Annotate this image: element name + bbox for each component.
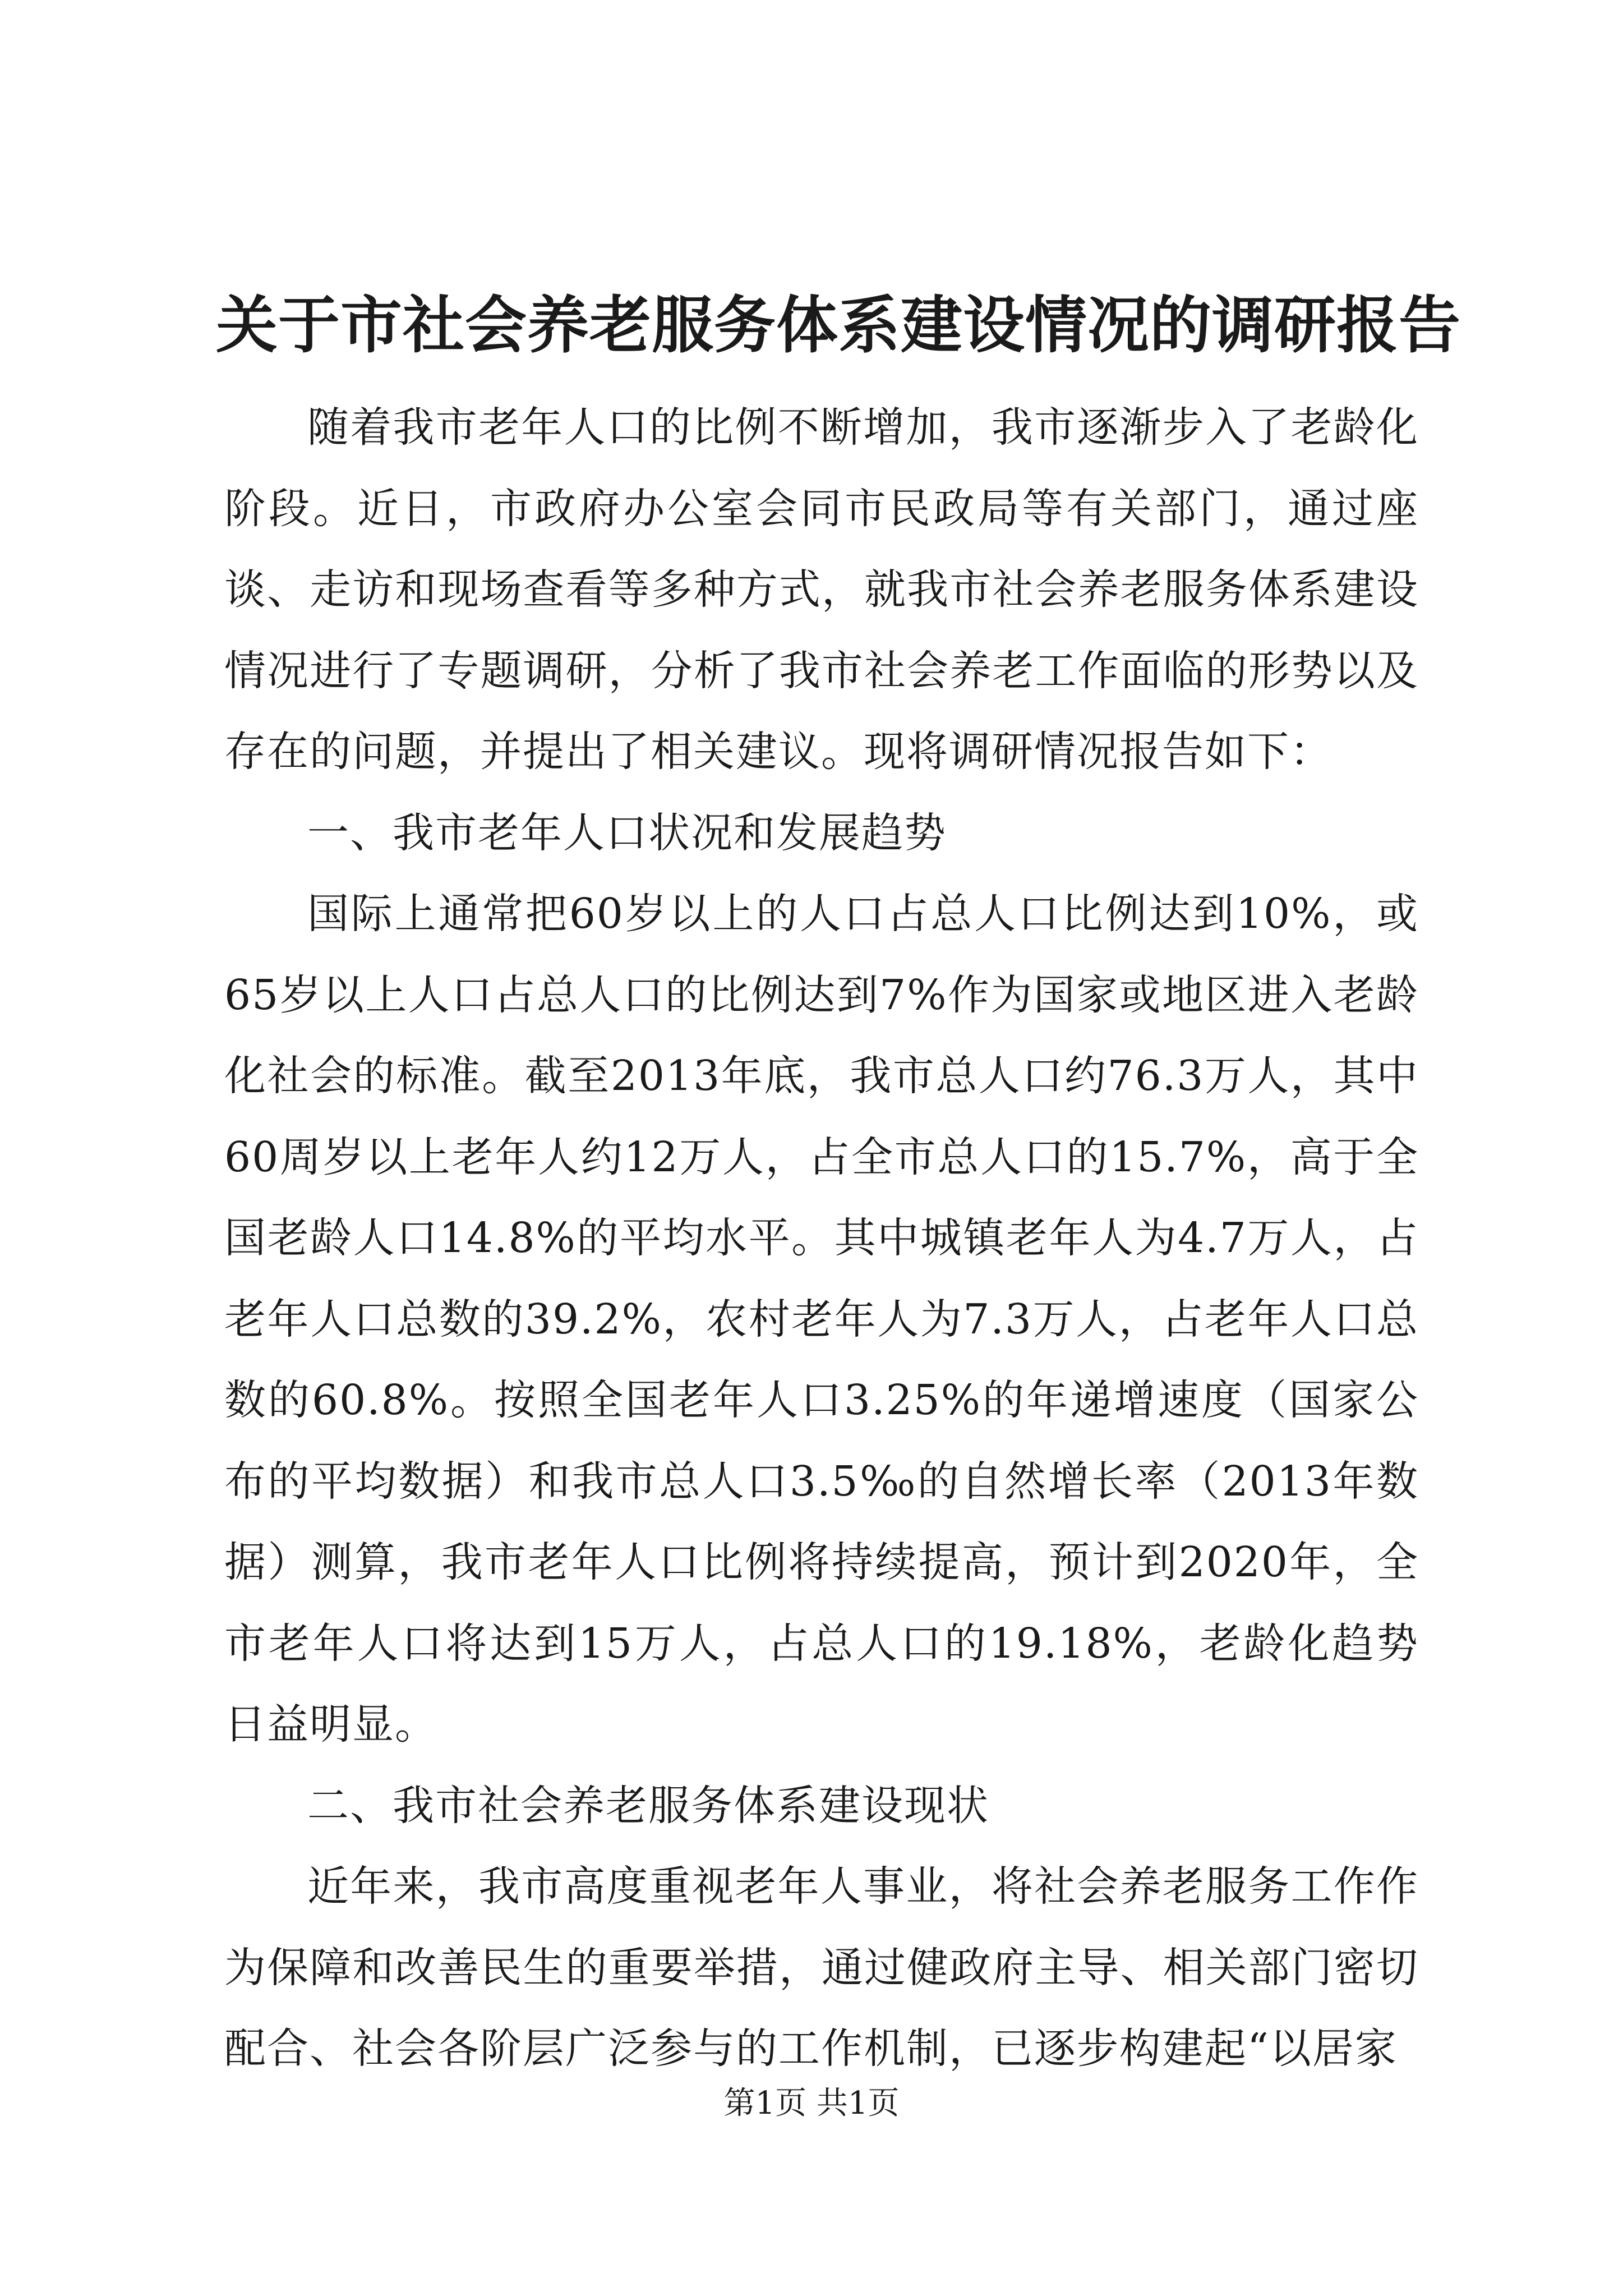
population-paragraph: 国际上通常把60岁以上的人口占总人口比例达到10%，或65岁以上人口占总人口的比例达到7%作为国家或地区进入老龄化社会的标准。截至2013年底，我市总人口约76.3万人，其中60周岁以上老年人约12万人，占全市总人口的15.7%，高于全国老龄人口14.8%的平均水平。其中城镇老年人为4.7万人，占老年人口总数的39.2%，农村老年人为7.3万人，占老年人口总数的60.8%。按照全国老年人口3.25%的年递增速度（国家公布的平均数据）和我市总人口3.5‰的自然增长率（2013年数据）测算，我市老年人口比例将持续提高，预计到2020年，全市老年人口将达到15万人，占总人口的19.18%，老龄化趋势日益明显。 — [224, 890, 1419, 1749]
intro-paragraph: 随着我市老年人口的比例不断增加，我市逐渐步入了老龄化阶段。近日，市政府办公室会同市民政局等有关部门，通过座谈、走访和现场查看等多种方式，就我市社会养老服务体系建设情况进行了专题调研，分析了我市社会养老工作面临的形势以及存在的问题，并提出了相关建议。现将调研情况报告如下： — [224, 403, 1419, 776]
document-body — [224, 387, 1419, 2090]
section-heading-2: 二、我市社会养老服务体系建设现状 — [307, 1781, 989, 1830]
page-footer: 第1页 共1页 — [723, 2085, 900, 2122]
section-heading-1: 一、我市老年人口状况和发展趋势 — [307, 808, 947, 857]
page-title: 关于市社会养老服务体系建设情况的调研报告 — [216, 289, 1461, 361]
status-paragraph: 近年来，我市高度重视老年人事业，将社会养老服务工作作为保障和改善民生的重要举措，通过健政府主导、相关部门密切配合、社会各阶层广泛参与的工作机制，已逐步构建起“以居家 — [224, 1862, 1419, 2073]
